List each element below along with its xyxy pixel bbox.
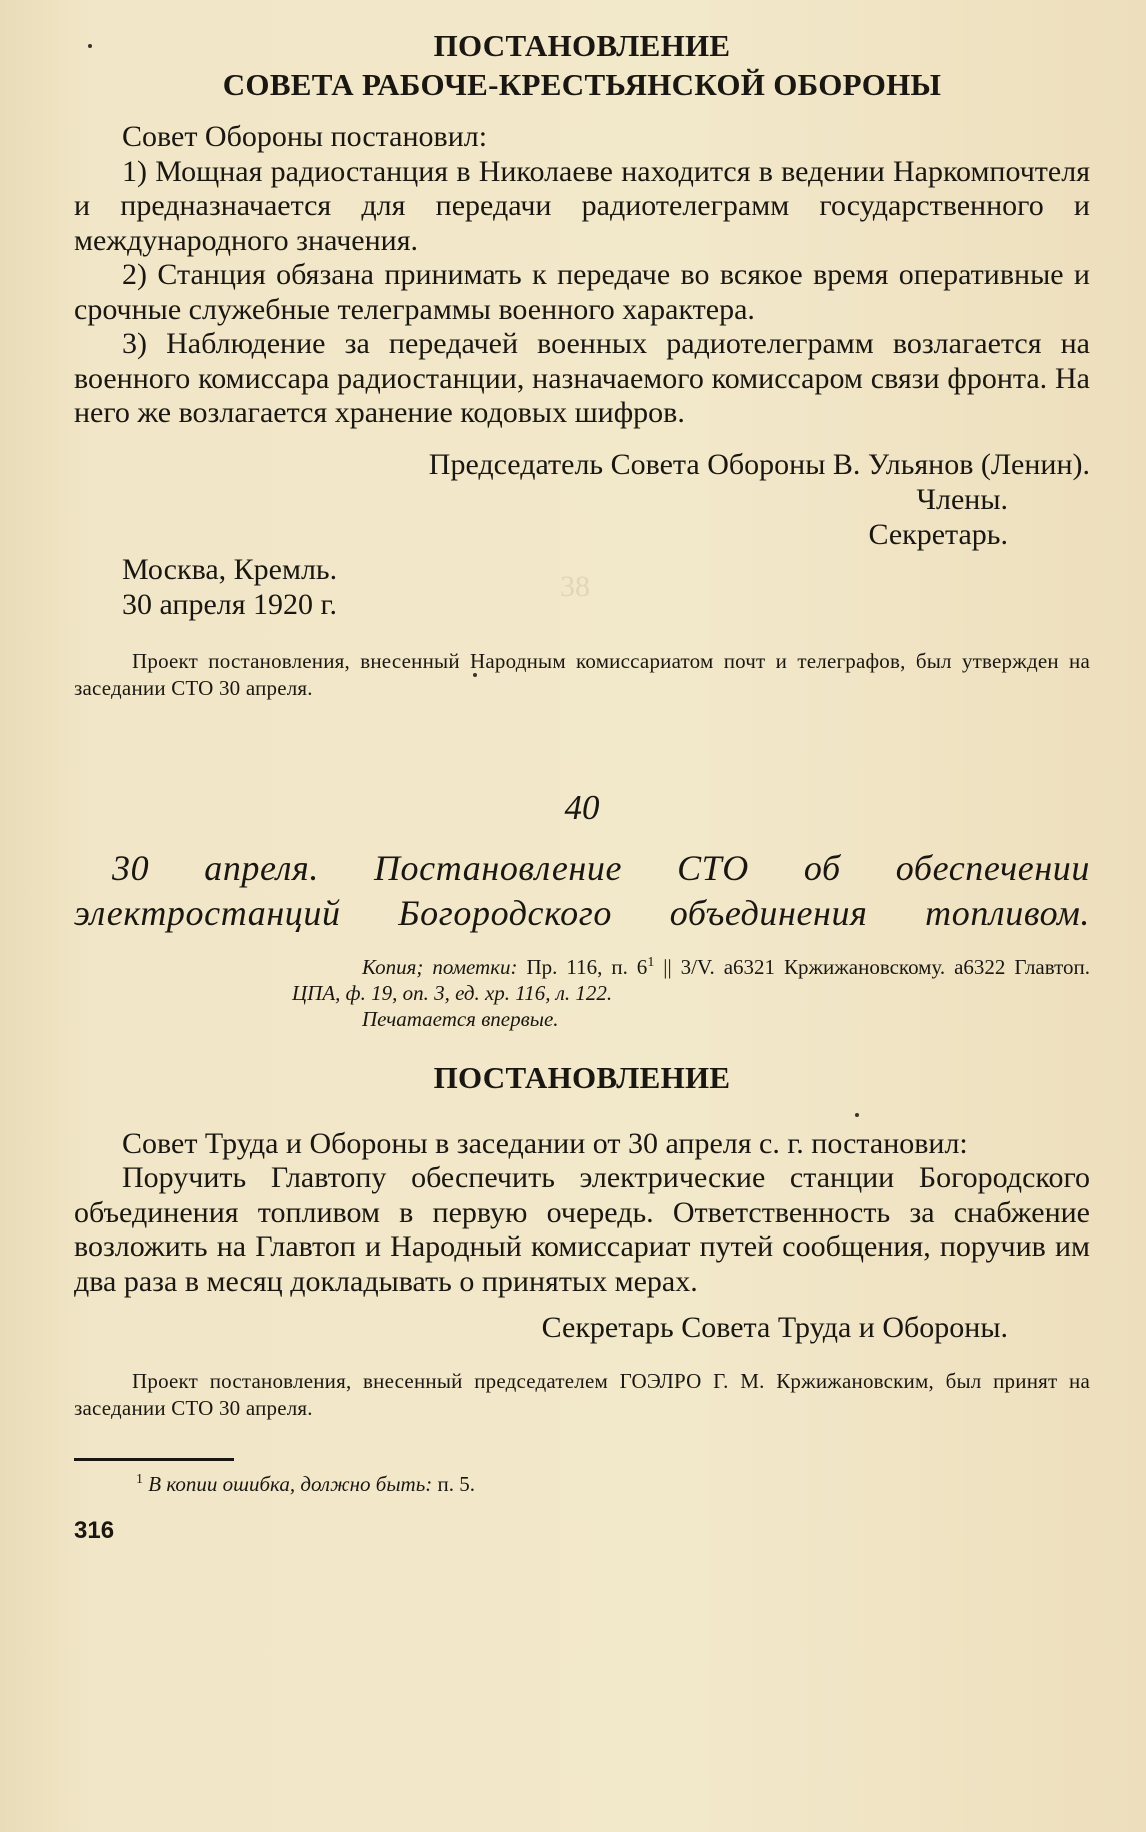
src-sup: 1 <box>647 954 655 970</box>
page-number: 316 <box>74 1516 115 1544</box>
footnote-text: п. 5. <box>437 1471 476 1496</box>
doc1-signatures <box>74 447 1090 552</box>
doc1-date: 30 апреля 1920 г. <box>122 587 337 621</box>
footnote-1 <box>136 1471 1090 1497</box>
doc2-sig-secretary: Секретарь Совета Труда и Обороны. <box>541 1311 1008 1344</box>
src-marks-2: || 3/V. а6321 Кржижановскому. а6322 Главтоп. <box>663 954 1091 979</box>
src-label: Копия; пометки: <box>362 954 518 979</box>
doc2-body: Поручить Главтопу обеспечить электрические станции Богородского объединения топливом в первую очередь. Ответственность за снабжение возложить на Главтоп и Народный комиссариат путей сообщения, поручив им два раза в месяц докладывать о принятых мерах. <box>74 1161 1090 1298</box>
sig-members: Члены. <box>916 482 1008 516</box>
doc2-heading <box>74 846 1090 936</box>
doc2-heading-line2: электростанций Богородского объединения топливом. <box>74 892 1090 933</box>
print-speck <box>88 44 92 48</box>
print-speck <box>855 1113 859 1117</box>
doc1-intro: Совет Обороны постановил: <box>122 120 488 153</box>
src-archive: ЦПА, ф. 19, оп. 3, ед. хр. 116, л. 122. <box>292 980 613 1005</box>
doc1-item-3: 3) Наблюдение за передачей военных радиотелеграмм возлагается на военного комиссара радиостанции, назначаемого комиссаром связи фронта. На него же возлагается хранение кодовых шифров. <box>74 327 1090 429</box>
doc1-item-1: 1) Мощная радиостанция в Николаеве находится в ведении Наркомпочтеля и предназначается для передачи радиотелеграмм государственного и международного значения. <box>74 154 1090 257</box>
doc1-title-line1: ПОСТАНОВЛЕНИЕ <box>433 28 731 63</box>
footnote-rule <box>74 1458 234 1461</box>
sig-chair: Председатель Совета Обороны В. Ульянов (Ленин). <box>428 447 1090 481</box>
src-marks-1: Пр. 116, п. 6 <box>526 954 648 979</box>
doc2-number: 40 <box>564 787 600 827</box>
src-print: Печатается впервые. <box>362 1006 559 1031</box>
bleed-through: 38 <box>560 570 590 603</box>
src-print-status <box>292 1006 1090 1032</box>
doc1-item-2: 2) Станция обязана принимать к передаче во всякое время оперативные и срочные служебные телеграммы военного характера. <box>74 258 1090 326</box>
doc2-heading-line1: 30 апреля. Постановление СТО об обеспечении <box>112 847 1090 888</box>
footnote-italic: В копии ошибка, должно быть: <box>148 1471 433 1496</box>
footnote-marker: 1 <box>136 1471 143 1487</box>
doc2-intro: Совет Труда и Обороны в заседании от 30 апреля с. г. постановил: <box>122 1126 968 1160</box>
footnotes <box>74 1458 1090 1497</box>
doc2-source-note <box>292 954 1090 1006</box>
doc2-note: Проект постановления, внесенный председателем ГОЭЛРО Г. М. Кржижановским, был принят на заседании СТО 30 апреля. <box>74 1368 1090 1420</box>
doc2-title: ПОСТАНОВЛЕНИЕ <box>433 1059 731 1095</box>
doc1-note: Проект постановления, внесенный Народным комиссариатом почт и телеграфов, был утвержден на заседании СТО 30 апреля. <box>74 648 1090 700</box>
print-speck <box>473 673 477 677</box>
doc1-title-line2: СОВЕТА РАБОЧЕ-КРЕСТЬЯНСКОЙ ОБОРОНЫ <box>222 67 942 102</box>
sig-secretary: Секретарь. <box>868 517 1008 551</box>
doc1-place: Москва, Кремль. <box>122 552 338 586</box>
document-40 <box>74 788 1090 1422</box>
document-radio-station <box>74 26 1090 702</box>
